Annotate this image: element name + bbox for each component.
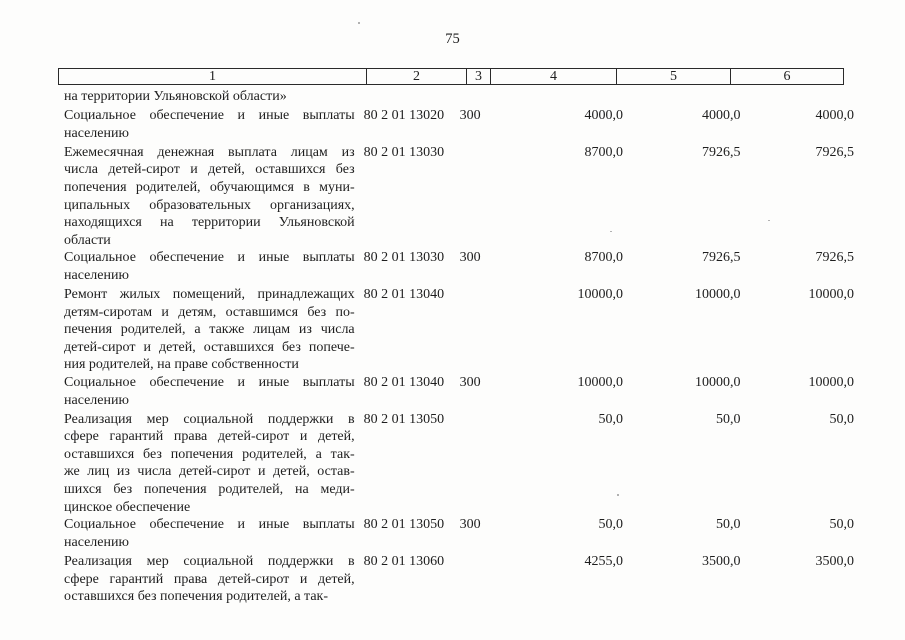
table-row [64,88,854,106]
description-line: находящихся на территории Ульяновской [64,215,355,231]
row-code: 80 2 01 13060 [363,553,445,569]
row-value-col6: 10000,0 [808,287,854,303]
row-code: 80 2 01 13020 [363,108,445,124]
row-expense-type [457,553,486,606]
description-line: населению [64,534,129,550]
row-code: 80 2 01 13030 [363,144,445,160]
row-description [64,107,355,142]
row-value-col4: 10000,0 [577,375,624,390]
column-header-3: 3 [467,69,491,84]
column-header-6: 6 [783,69,791,84]
description-line: детей-сирот и детей, оставшихся без попече- [64,339,355,355]
row-value-col6: 7926,5 [815,250,854,266]
row-value-col5: 3500,0 [701,553,741,569]
row-value-col6: 3500,0 [815,553,854,569]
description-line: ния родителей, на праве собственности [64,357,299,373]
row-value-col6: 50,0 [829,517,854,533]
scan-speck [358,22,360,24]
description-line: Ремонт жилых помещений, принадлежащих [64,287,355,303]
row-expense-type: 300 [459,108,481,124]
column-header-1: 1 [59,69,367,84]
row-value-col5 [623,88,740,106]
description-line: на территории Ульяновской области» [64,89,287,104]
table-row [64,107,854,142]
row-value-col5: 50,0 [715,411,741,427]
table-row [64,286,854,374]
description-line: Реализация мер социальной поддержки в [64,411,355,427]
row-value-col5: 7926,5 [701,144,741,160]
table-row [64,144,854,250]
row-value-col5: 10000,0 [694,287,741,303]
description-line: шихся без попечения родителей, на меди- [64,482,355,498]
column-header-2: 2 [367,69,467,84]
description-line: печения родителей, а также лицам из числа [64,322,355,338]
row-value-col6: 50,0 [829,411,854,427]
table-row [64,553,854,606]
column-header-4: 4 [491,69,617,84]
description-line: числа детей-сирот и детей, оставшихся без [64,162,355,178]
row-expense-type: 300 [459,517,481,533]
description-line: сфере гарантий права детей-сирот и детей, [64,571,355,587]
row-description [64,516,355,551]
description-line: оставшихся без попечения родителей, а так- [64,446,355,462]
description-line: детям-сиротам и детям, оставшимся без по- [64,304,355,320]
row-value-col5: 50,0 [715,517,741,533]
scan-speck [610,231,612,232]
row-value-col6 [740,88,854,106]
row-value-col6: 10000,0 [808,375,854,390]
description-line: сфере гарантий права детей-сирот и детей, [64,429,355,445]
description-line: Социальное обеспечение и иные выплаты [64,250,355,266]
row-value-col6: 4000,0 [815,108,854,124]
description-line: населению [64,267,129,283]
row-value-col5: 4000,0 [701,108,741,124]
table-row [64,249,854,284]
row-code [355,88,457,106]
description-line: Социальное обеспечение и иные выплаты [64,517,355,533]
row-description [64,249,355,284]
row-value-col4: 10000,0 [577,287,624,303]
row-expense-type: 300 [459,375,481,390]
description-line: Реализация мер социальной поддержки в [64,553,355,569]
row-expense-type [457,286,486,374]
budget-table-body [64,88,854,606]
description-line: населению [64,392,129,408]
description-line: области [64,232,111,248]
row-expense-type: 300 [459,250,481,266]
row-value-col4: 8700,0 [584,250,624,266]
row-description [64,553,355,606]
row-code: 80 2 01 13050 [363,411,445,427]
row-expense-type [457,88,486,106]
description-line: попечения родителей, обучающимся в муни- [64,179,355,195]
row-value-col4: 4255,0 [584,553,624,569]
row-code: 80 2 01 13040 [363,287,445,303]
description-line: оставшихся без попечения родителей, а так- [64,589,328,605]
description-line: цинское обеспечение [64,499,191,515]
row-value-col4: 50,0 [598,517,624,533]
scan-speck [768,220,770,221]
table-row [64,374,854,409]
row-expense-type [457,144,486,250]
table-row [64,411,854,517]
row-value-col4: 8700,0 [584,144,624,160]
row-description [64,286,355,374]
description-line: Социальное обеспечение и иные выплаты [64,375,355,390]
row-code: 80 2 01 13030 [363,250,445,266]
row-description [64,411,355,517]
row-value-col5: 10000,0 [694,375,741,390]
row-description [64,374,355,409]
row-value-col4 [486,88,623,106]
row-description [64,144,355,250]
scan-speck [617,494,619,496]
row-expense-type [457,411,486,517]
row-value-col6: 7926,5 [815,144,854,160]
row-code: 80 2 01 13050 [363,517,445,533]
row-value-col5: 7926,5 [701,250,741,266]
description-line: Ежемесячная денежная выплата лицам из [64,144,355,160]
table-row [64,516,854,551]
description-line: ципальных образовательных организациях, [64,197,355,213]
row-code: 80 2 01 13040 [363,375,445,390]
description-line: же лиц из числа детей-сирот и детей, остав- [64,464,355,480]
row-description [64,88,355,106]
column-header-5: 5 [617,69,731,84]
row-value-col4: 4000,0 [584,108,624,124]
description-line: Социальное обеспечение и иные выплаты [64,108,355,124]
row-value-col4: 50,0 [598,411,624,427]
page-number: 75 [445,31,460,47]
description-line: населению [64,125,129,141]
table-header [58,68,844,85]
